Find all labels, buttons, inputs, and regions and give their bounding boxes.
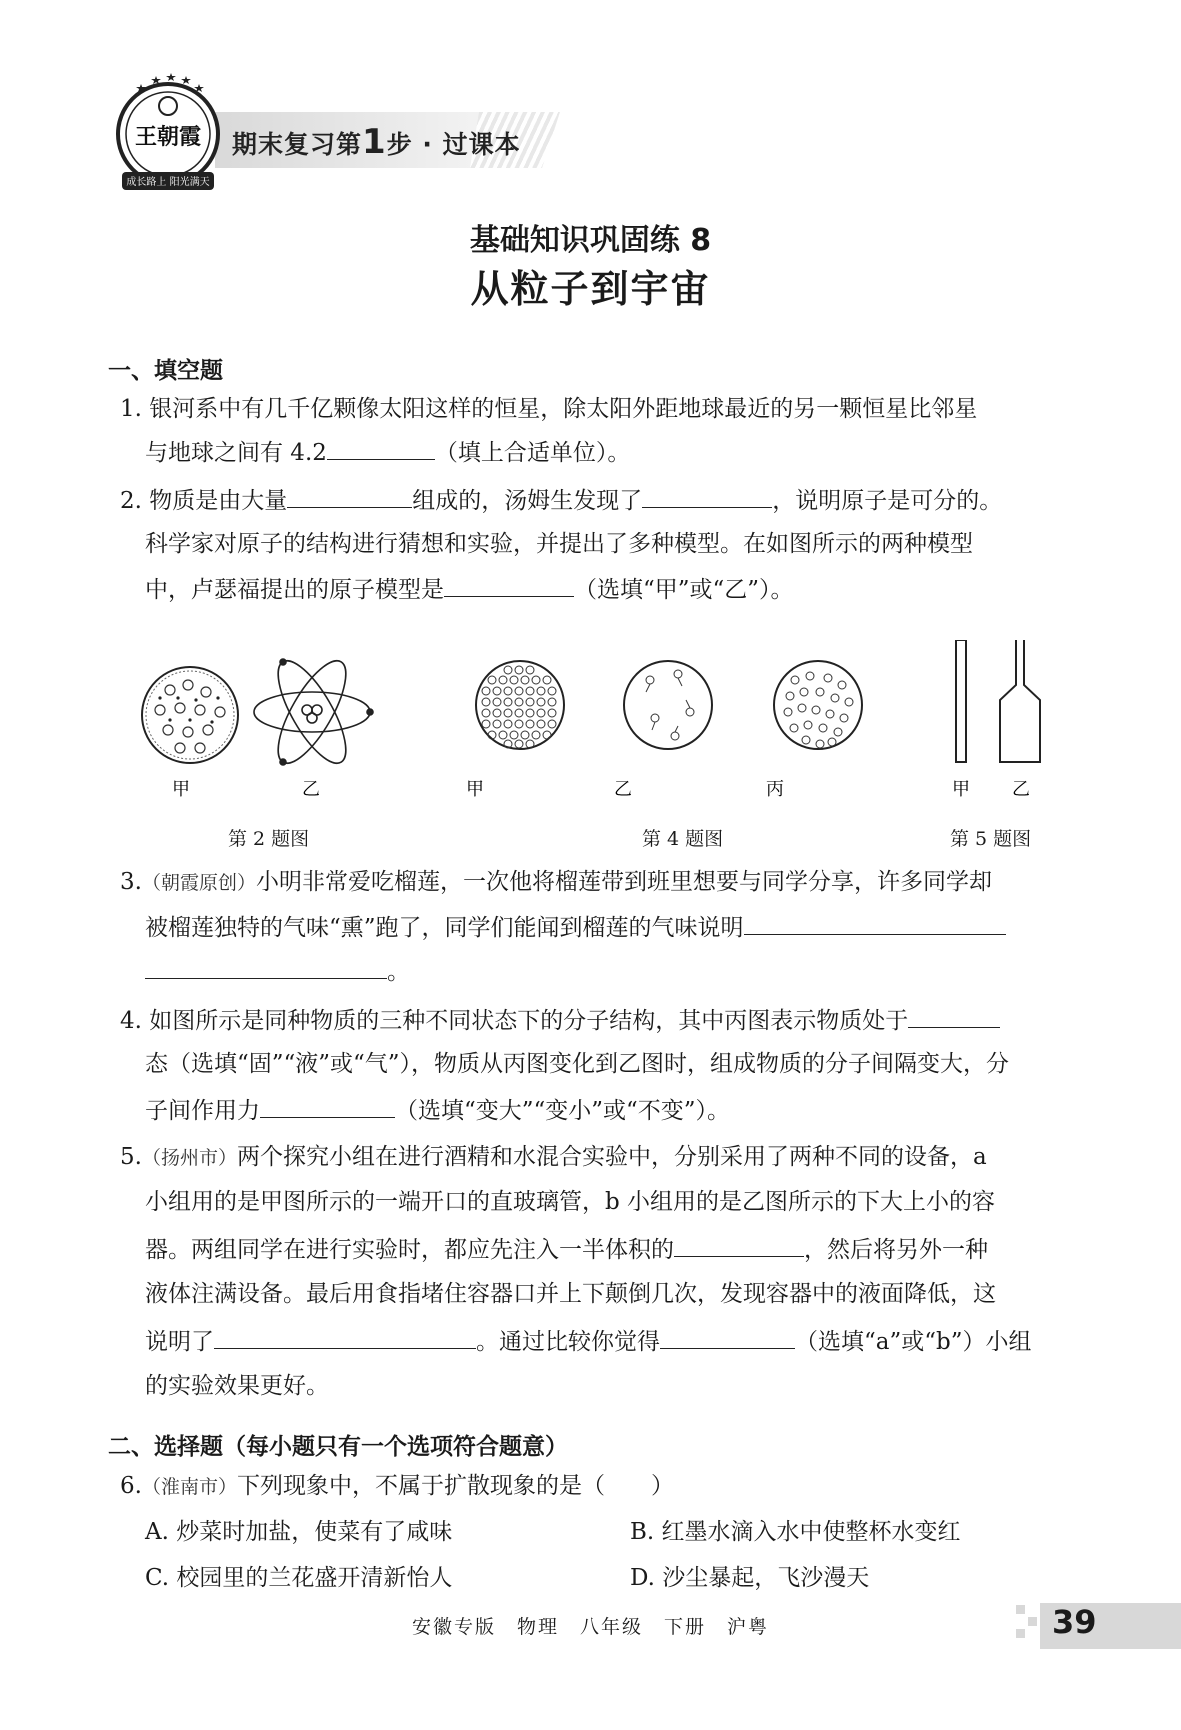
q3-line2: 被榴莲独特的气味“熏”跑了，同学们能闻到榴莲的气味说明 — [145, 912, 1006, 942]
svg-text:成长路上 阳光满天: 成长路上 阳光满天 — [126, 177, 210, 188]
fig5-label-jia: 甲 — [952, 779, 970, 800]
answer-blank[interactable] — [444, 574, 574, 597]
section-heading-choice: 二、选择题（每小题只有一个选项符合题意） — [108, 1434, 568, 1460]
q4-line3: 子间作用力 （选填“变大”“变小”或“不变”）。 — [145, 1095, 730, 1125]
q6-stem: 6.（淮南市）下列现象中，不属于扩散现象的是（ ） — [120, 1473, 674, 1499]
q2-line2: 科学家对原子的结构进行猜想和实验，并提出了多种模型。在如图所示的两种模型 — [145, 531, 973, 557]
fig2-caption: 第 2 题图 — [228, 828, 310, 850]
q6-option-c[interactable]: C. 校园里的兰花盛开清新怡人 — [145, 1565, 453, 1591]
q5-line4: 液体注满设备。最后用食指堵住容器口并上下颠倒几次，发现容器中的液面降低，这 — [145, 1281, 996, 1307]
answer-blank[interactable] — [744, 912, 1006, 935]
q6-option-b[interactable]: B. 红墨水滴入水中使整杯水变红 — [630, 1519, 961, 1545]
answer-blank[interactable] — [145, 956, 387, 979]
answer-blank[interactable] — [260, 1095, 395, 1118]
fig2-plum-pudding-model — [142, 667, 238, 763]
q4-line1: 4. 如图所示是同种物质的三种不同状态下的分子结构，其中丙图表示物质处于 — [120, 1005, 1000, 1035]
section-heading-fill: 一、填空题 — [108, 358, 223, 384]
answer-blank[interactable] — [674, 1234, 804, 1257]
figures-row — [130, 640, 1070, 810]
fig4-label-yi: 乙 — [614, 779, 632, 800]
answer-blank[interactable] — [214, 1326, 476, 1349]
q5-line5: 说明了 。通过比较你觉得 （选填“a”或“b”）小组 — [145, 1326, 1031, 1356]
fig4-label-jia: 甲 — [466, 779, 484, 800]
publisher-logo — [108, 72, 228, 200]
fig2-label-yi: 乙 — [302, 779, 320, 800]
q3-line1: 3.（朝霞原创）小明非常爱吃榴莲，一次他将榴莲带到班里想要与同学分享，许多同学却 — [120, 869, 992, 895]
footer-deco-square — [1028, 1617, 1037, 1626]
fig5-label-yi: 乙 — [1012, 779, 1030, 800]
fig4-gas-structure — [624, 661, 712, 749]
q5-line6: 的实验效果更好。 — [145, 1373, 329, 1399]
fig5-caption: 第 5 题图 — [950, 828, 1032, 850]
answer-blank[interactable] — [908, 1005, 1000, 1028]
fig5-flask-container — [1000, 640, 1040, 762]
footer-deco-square — [1016, 1629, 1025, 1638]
q6-option-d[interactable]: D. 沙尘暴起，飞沙漫天 — [630, 1565, 870, 1591]
svg-text:王朝霞: 王朝霞 — [134, 124, 202, 150]
footer-edition: 安徽专版 物理 八年级 下册 沪粤 — [411, 1616, 769, 1638]
fig4-caption: 第 4 题图 — [642, 828, 724, 850]
q1-line2: 与地球之间有 4.2 （填上合适单位）。 — [145, 437, 630, 467]
header-banner-text: 期末复习第1步 · 过课本 — [232, 122, 521, 162]
fig4-liquid-structure — [774, 661, 862, 749]
answer-blank[interactable] — [327, 437, 435, 460]
q1-line1: 1. 银河系中有几千亿颗像太阳这样的恒星，除太阳外距地球最近的另一颗恒星比邻星 — [120, 396, 978, 422]
q6-option-a[interactable]: A. 炒菜时加盐，使菜有了咸味 — [145, 1519, 453, 1545]
page-number: 39 — [1052, 1603, 1097, 1641]
fig4-label-bing: 丙 — [766, 779, 784, 800]
answer-blank[interactable] — [642, 485, 772, 508]
q4-line2: 态（选填“固”“液”或“气”），物质从丙图变化到乙图时，组成物质的分子间隔变大，分 — [145, 1051, 1010, 1077]
q5-line2: 小组用的是甲图所示的一端开口的直玻璃管，b 小组用的是乙图所示的下大上小的容 — [145, 1189, 996, 1215]
page-title: 基础知识巩固练 8 — [469, 223, 712, 258]
q2-line3: 中，卢瑟福提出的原子模型是 （选填“甲”或“乙”）。 — [145, 574, 794, 604]
fig4-solid-structure — [476, 661, 564, 749]
fig5-straight-tube — [956, 640, 966, 762]
fig2-nuclear-model — [254, 652, 373, 772]
q5-line3: 器。两组同学在进行实验时，都应先注入一半体积的 ，然后将另外一种 — [145, 1234, 988, 1264]
q3-line3: 。 — [145, 956, 410, 986]
answer-blank[interactable] — [660, 1326, 795, 1349]
footer-deco-square — [1016, 1605, 1025, 1614]
fig2-label-jia: 甲 — [172, 779, 190, 800]
page-subtitle: 从粒子到宇宙 — [470, 267, 711, 311]
q5-line1: 5.（扬州市）两个探究小组在进行酒精和水混合实验中，分别采用了两种不同的设备，a — [120, 1144, 987, 1170]
q2-line1: 2. 物质是由大量 组成的，汤姆生发现了 ，说明原子是可分的。 — [120, 485, 1002, 515]
answer-blank[interactable] — [287, 485, 412, 508]
